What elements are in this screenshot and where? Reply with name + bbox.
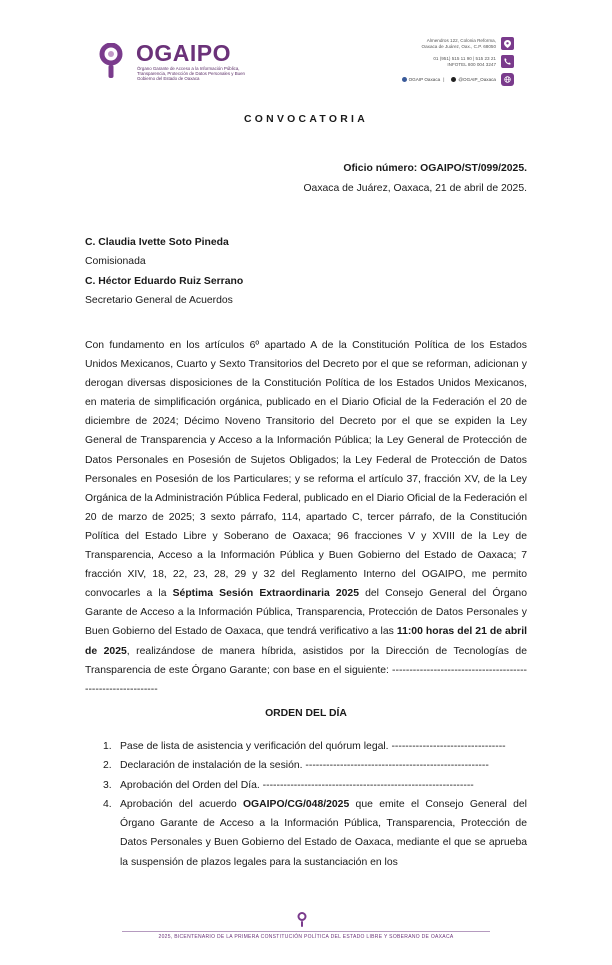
location-pin-icon <box>501 37 514 50</box>
twitter-handle: @OGAIP_Oaxaca <box>458 77 496 82</box>
agenda-item <box>103 737 527 756</box>
contact-block <box>374 37 514 86</box>
session-datetime: 11:00 horas del 21 de abril de 2025 <box>85 626 527 657</box>
phone-line-1: 01 (951) 515 11 90 | 515 23 21 <box>433 55 496 61</box>
document-title: CONVOCATORIA <box>243 114 369 125</box>
phone-line-2: INFOTEL 800 004 3247 <box>447 61 496 67</box>
address-line-2: Oaxaca de Juárez, Oax., C.P. 68050 <box>421 43 496 49</box>
agenda-item <box>103 776 527 795</box>
logo-wordmark: OGAIPO <box>136 40 232 66</box>
agenda-item-number: 2. <box>103 760 112 772</box>
facebook-handle: OGAIP Oaxaca <box>408 77 441 82</box>
address-row <box>374 37 514 50</box>
oficio-block <box>303 159 527 199</box>
agenda-item-number: 1. <box>103 741 112 752</box>
paragraph-text-1: Con fundamento en los artículos 6º apartado A de la Constitución Política de los Estados Unidos Mexicanos, Cuarto y Sexto Transitorios del Decreto por el que se reforman, adicionan y derogan diversas disposiciones de la Constitución Política de los Estados Unidos Mexicanos, en materia de simplificación orgánica, publicado en el Diario Oficial de la Federación el 20 de diciembre de 2024; Décimo Noveno Transitorio del Decreto por el que se expiden la Ley General de Transparencia y Acceso a la Información Pública; la Ley General de Protección de Datos Personales en Posesión de Sujetos Obligados; la Ley Federal de Protección de Datos Personales en Posesión de los Particulares; y se reforma el artículo 37, fracción XV, de la Ley Orgánica de la Administración Pública Federal, publicado en el Diario Oficial de la Federación el 20 de marzo de 2025; 3 sexto párrafo, 114, apartado C, tercer párrafo, de la Constitución Política del Estado Libre y Soberano de Oaxaca; 96 fracciones V y XVIII de la Ley de Transparencia, Acceso a la Información Pública y Buen Gobierno del Estado de Oaxaca; 7 fracción XIV, 18, 22, 23, 28, 29 y 32 del Reglamento Interno del OGAIPO, me permito convocarles a la <box>85 340 527 600</box>
phone-icon <box>501 55 514 68</box>
recipient-1-role: Comisionada <box>85 256 146 268</box>
social-separator: | <box>443 77 445 82</box>
agreement-code: OGAIPO/CG/048/2025 <box>242 798 350 810</box>
session-name: Séptima Sesión Extraordinaria 2025 <box>172 588 359 600</box>
agenda-item <box>103 795 527 872</box>
ogaipo-logo-mark-icon <box>98 43 124 83</box>
footer-motto: 2025, BICENTENARIO DE LA PRIMERA CONSTITUCIÓN POLÍTICA DEL ESTADO LIBRE Y SOBERANO DE OAXACA <box>158 934 454 940</box>
agenda-item-text <box>120 795 527 872</box>
agenda-title: ORDEN DEL DÍA <box>265 708 347 719</box>
agenda-item-text: Pase de lista de asistencia y verificación del quórum legal. --------------------------------- <box>120 741 506 752</box>
recipient-2-name: C. Héctor Eduardo Ruiz Serrano <box>85 275 244 287</box>
phone-row <box>374 55 514 68</box>
place-date: Oaxaca de Juárez, Oaxaca, 21 de abril de 2025. <box>303 183 527 194</box>
agenda-item-text: Aprobación del Orden del Día. ------------------------------------------------------------- <box>120 779 474 791</box>
paragraph-text-2: del Consejo General del Órgano Garante de Acceso a la Información Pública, Transparencia, Protección de Datos Personales y Buen Gobierno del Estado de Oaxaca, que tendrá verificativo a las <box>85 588 527 638</box>
ogaipo-logo <box>98 41 258 87</box>
oficio-number: Oficio número: OGAIPO/ST/099/2025. <box>343 163 527 174</box>
footer-divider <box>122 931 490 932</box>
footer-logo-mark-icon <box>297 912 307 928</box>
agenda-list <box>103 737 527 872</box>
agenda-item-text: Declaración de instalación de la sesión. ----------------------------------------------------- <box>120 760 489 772</box>
body-paragraph <box>85 336 527 699</box>
recipient-2-role: Secretario General de Acuerdos <box>85 294 233 306</box>
facebook-icon <box>402 77 407 82</box>
item-4-text-post: que emite el Consejo General del Órgano Garante de Acceso a la Información Pública, Transparencia, Protección de Datos Personales y Buen Gobierno del Estado de Oaxaca, mediante el que se aprueba la suspensión de plazos legales para la sustanciación en los <box>120 798 527 868</box>
address-line-1: Almendros 122, Colonia Reforma, <box>426 37 496 43</box>
agenda-item-number: 3. <box>103 779 112 791</box>
agenda-item-number: 4. <box>103 798 112 810</box>
logo-description: Órgano Garante de Acceso a la Información Pública, Transparencia, Protección de Datos Personales y Buen Gobierno del Estado de Oaxaca <box>137 66 245 82</box>
agenda-item <box>103 756 527 775</box>
address-text <box>422 38 496 49</box>
globe-icon <box>501 73 514 86</box>
item-4-text-pre: Aprobación del acuerdo <box>120 798 243 810</box>
recipient-1-name: C. Claudia Ivette Soto Pineda <box>85 237 229 248</box>
phone-text <box>433 56 496 67</box>
recipients-block <box>85 233 243 310</box>
paragraph-text-3: , realizándose de manera híbrida, asistidos por la Dirección de Tecnologías de Transparencia de este Órgano Garante; con base en el siguiente: ------------------------------------------------------------ <box>85 645 527 695</box>
twitter-icon <box>451 77 456 82</box>
social-row <box>374 73 514 86</box>
